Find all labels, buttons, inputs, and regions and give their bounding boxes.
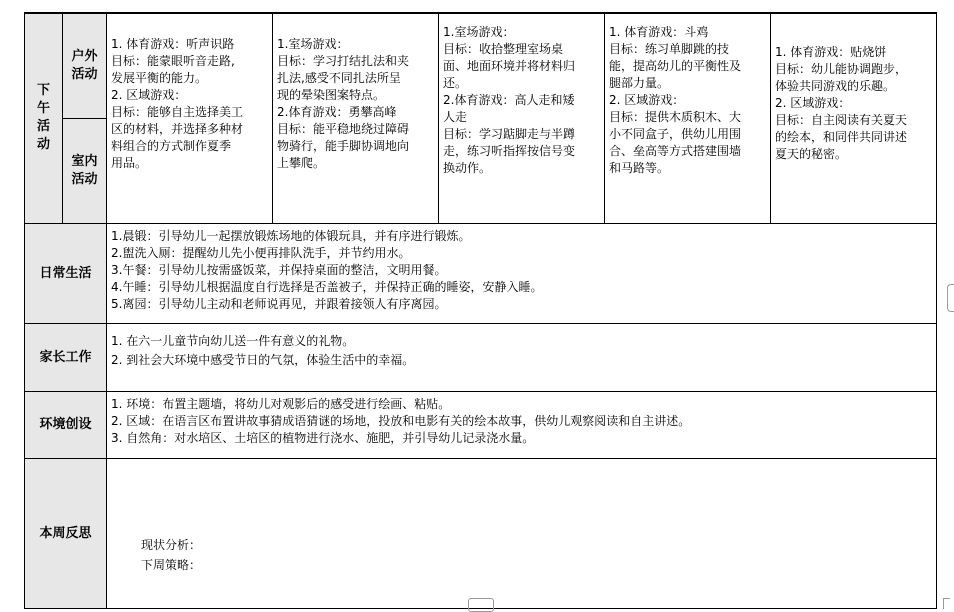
page-nav-handle[interactable] [468, 598, 494, 612]
reflection-header: 本周反思 [25, 458, 107, 608]
weekly-plan-table [24, 12, 937, 609]
corner-mark [943, 598, 950, 609]
reflection-content [107, 458, 937, 608]
side-scroll-handle[interactable] [947, 284, 954, 312]
indoor-activities-header: 室内活动 [63, 118, 107, 223]
list-item: 4.午睡：引导幼儿根据温度自行选择是否盖被子，并保持正确的睡姿，安静入睡。 [111, 279, 543, 294]
environment-header: 环境创设 [25, 391, 107, 458]
daily-life-header: 日常生活 [25, 223, 107, 323]
list-item: 5.离园：引导幼儿主动和老师说再见，并跟着接领人有序离园。 [111, 296, 447, 311]
list-item: 2. 区域：在语言区布置讲故事猜成语猜谜的场地，投放和电影有关的绘本故事，供幼儿观察阅读和自主讲述。 [111, 413, 691, 428]
strategy-label: 下周策略： [141, 557, 202, 572]
list-item: 2. 到社会大环境中感受节日的气氛，体验生活中的幸福。 [111, 352, 415, 367]
list-item: 1. 环境：布置主题墙，将幼儿对观影后的感受进行绘画、粘贴。 [111, 396, 451, 411]
day-3-activities: 1.室场游戏： 目标：收拾整理室场桌 面、地面环境并将材料归 还。 2.体育游戏：高人走和矮 人走 目标：学习踮脚走与半蹲 走，练习听指挥按信号变 换动作。 [439, 13, 605, 223]
day-1-activities: 1. 体育游戏：听声识路 目标：能蒙眼听音走路, 发展平衡的能力。 2. 区域游戏： 目标：能够自主选择美工 区的材料，并选择多种材 料组合的方式制作夏季 用品。 [107, 13, 273, 223]
afternoon-activities-header: 下午活动 [25, 13, 63, 223]
list-item: 1.晨锻：引导幼儿一起摆放锻炼场地的体锻玩具，并有序进行锻炼。 [111, 228, 471, 243]
day-4-activities: 1. 体育游戏：斗鸡 目标：练习单脚跳的技 能，提高幼儿的平衡性及 腿部力量。 2. 区域游戏： 目标：提供木质积木、大 小不同盒子，供幼儿用围 合、垒高等方式搭建围墙 和马路等。 [605, 13, 771, 223]
day-2-activities: 1.室场游戏： 目标：学习打结扎法和夹 扎法,感受不同扎法所呈 现的晕染图案特点。 2.体育游戏：勇攀高峰 目标：能平稳地绕过障碍 物骑行，能手脚协调地向 上攀爬。 [273, 13, 439, 223]
day-5-activities: 1. 体育游戏：贴烧饼 目标：幼儿能协调跑步， 体验共同游戏的乐趣。 2. 区域游戏： 目标：自主阅读有关夏天 的绘本，和同伴共同讲述 夏天的秘密。 [771, 13, 937, 223]
list-item: 3.午餐：引导幼儿按需盛饭菜，并保持桌面的整洁，文明用餐。 [111, 262, 447, 277]
daily-life-list [107, 223, 937, 323]
environment-list [107, 391, 937, 458]
outdoor-activities-header: 户外活动 [63, 13, 107, 118]
analysis-label: 现状分析： [141, 537, 202, 552]
parent-work-list [107, 323, 937, 391]
parent-work-header: 家长工作 [25, 323, 107, 391]
list-item: 1. 在六一儿童节向幼儿送一件有意义的礼物。 [111, 333, 355, 348]
list-item: 3. 自然角：对水培区、土培区的植物进行浇水、施肥，并引导幼儿记录浇水量。 [111, 430, 535, 445]
list-item: 2.盥洗入厕：提醒幼儿先小便再排队洗手，并节约用水。 [111, 245, 411, 260]
